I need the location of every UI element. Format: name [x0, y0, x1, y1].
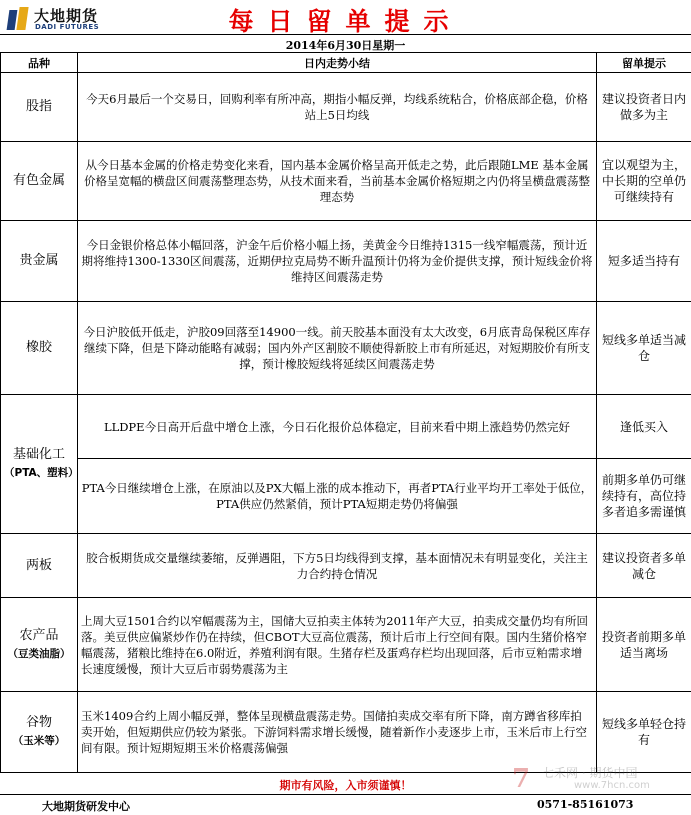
summary-cell: 从今日基本金属的价格走势变化来看，国内基本金属价格呈高开低走之势，此后跟随LME 基本金属价格呈宽幅的横盘区间震荡整理态势，从技术面来看，当前基本金属价格短期之内仍将呈横盘震荡整理态势	[78, 142, 597, 221]
category-name: 农产品	[19, 627, 59, 643]
suggestion-cell: 前期多单仍可继续持有，高位持多者追多需谨慎	[597, 459, 691, 534]
category-cell	[1, 598, 78, 692]
page-title: 每日留单提示	[228, 7, 463, 36]
risk-warning: 期市有风险，入市须谨慎！	[279, 779, 412, 792]
research-center-name: 大地期货研发中心	[42, 800, 130, 813]
suggestion-cell: 逢低买入	[597, 395, 691, 459]
watermark-logo-icon: 7	[512, 764, 531, 794]
summary-cell: 今日金银价格总体小幅回落，沪金午后价格小幅上扬，美黄金今日维持1315一线窄幅震荡，预计近期将维持1300-1330区间震荡，近期伊拉克局势不断升温预计仍将为金价提供支撑，预计短线金价将维持区间震荡走势	[78, 221, 597, 302]
table-row	[1, 598, 691, 692]
header-divider	[0, 34, 691, 35]
table-header-row	[1, 53, 691, 73]
summary-cell: 玉米1409合约上周小幅反弹，整体呈现横盘震荡走势。国储拍卖成交率有所下降，南方蹲省移库拍卖开始，但短期供应仍较为紧张。下游饲料需求增长缓慢，随着新作小麦逐步上市，玉米后市上行空间有限。预计短期短期玉米价格震荡偏强	[78, 692, 597, 773]
table-row	[1, 692, 691, 773]
category-subtitle: （PTA、塑料）	[4, 467, 79, 479]
category-cell: 橡胶	[1, 302, 78, 395]
report-date: 2014年6月30日星期一	[285, 39, 406, 52]
header	[0, 0, 691, 36]
category-name: 基础化工	[12, 447, 65, 462]
watermark-text: 七禾网 · 期货中国	[542, 766, 638, 780]
table-row	[1, 459, 691, 534]
column-header-suggestion: 留单提示	[597, 53, 691, 73]
suggestion-cell: 建议投资者日内做多为主	[597, 73, 691, 142]
summary-cell: LLDPE今日高开后盘中增仓上涨，今日石化报价总体稳定，目前来看中期上涨趋势仍然完好	[78, 395, 597, 459]
category-subtitle: （玉米等）	[12, 735, 66, 747]
watermark	[512, 762, 687, 794]
summary-cell: 上周大豆1501合约以窄幅震荡为主，国储大豆拍卖主体转为2011年产大豆，拍卖成交量仍均有所回落。美豆供应偏紧炒作仍在持续，但CBOT大豆高位震荡，预计后市上行空间有限。国内生猪价格窄幅震荡，猪粮比维持在6.0附近，养殖利润有限。生猪存栏及蛋鸡存栏均出现回落，后市豆粕需求增长速度缓慢，预计大豆后市弱势震荡为主	[78, 598, 597, 692]
table-row	[1, 395, 691, 459]
table-row	[1, 534, 691, 598]
summary-cell: 今天6月最后一个交易日，回购利率有所冲高，期指小幅反弹，均线系统粘合，价格底部企稳，价格站上5日均线	[78, 73, 597, 142]
table-row	[1, 302, 691, 395]
contact-phone: 0571-85161073	[537, 798, 634, 811]
summary-cell: 胶合板期货成交量继续萎缩，反弹遇阻，下方5日均线得到支撑，基本面情况未有明显变化，关注主力合约持仓情况	[78, 534, 597, 598]
category-cell: 有色金属	[1, 142, 78, 221]
category-name: 谷物	[25, 715, 52, 730]
column-header-summary: 日内走势小结	[78, 53, 597, 73]
category-cell	[1, 692, 78, 773]
watermark-url: www.7hcn.com	[574, 780, 650, 791]
category-cell	[1, 395, 78, 534]
suggestion-cell: 投资者前期多单适当离场	[597, 598, 691, 692]
category-cell: 贵金属	[1, 221, 78, 302]
suggestion-cell: 短多适当持有	[597, 221, 691, 302]
category-cell: 两板	[1, 534, 78, 598]
report-table	[0, 52, 691, 773]
footer	[0, 794, 691, 815]
table-row	[1, 142, 691, 221]
suggestion-cell: 宜以观望为主，中长期的空单仍可继续持有	[597, 142, 691, 221]
logo-name-en: DADI FUTURES	[35, 23, 100, 31]
table-row	[1, 221, 691, 302]
suggestion-cell: 短线多单适当减仓	[597, 302, 691, 395]
column-header-category: 品种	[1, 53, 78, 73]
suggestion-cell: 短线多单轻仓持有	[597, 692, 691, 773]
logo-name-cn: 大地期货	[34, 7, 99, 25]
table-row	[1, 73, 691, 142]
summary-cell: 今日沪胶低开低走，沪胶09回落至14900一线。前天胶基本面没有太大改变，6月底青岛保税区库存继续下降，但是下降动能略有减弱；国内外产区割胶不顺使得新胶上市有所延迟，对短期胶价有所支撑，预计橡胶短线将延续区间震荡走势	[78, 302, 597, 395]
category-cell: 股指	[1, 73, 78, 142]
summary-cell: PTA今日继续增仓上涨，在原油以及PX大幅上涨的成本推动下，再者PTA行业平均开工率处于低位，PTA供应仍然紧俏，预计PTA短期走势仍将偏强	[78, 459, 597, 534]
suggestion-cell: 建议投资者多单减仓	[597, 534, 691, 598]
category-subtitle: （豆类油脂）	[7, 647, 71, 660]
